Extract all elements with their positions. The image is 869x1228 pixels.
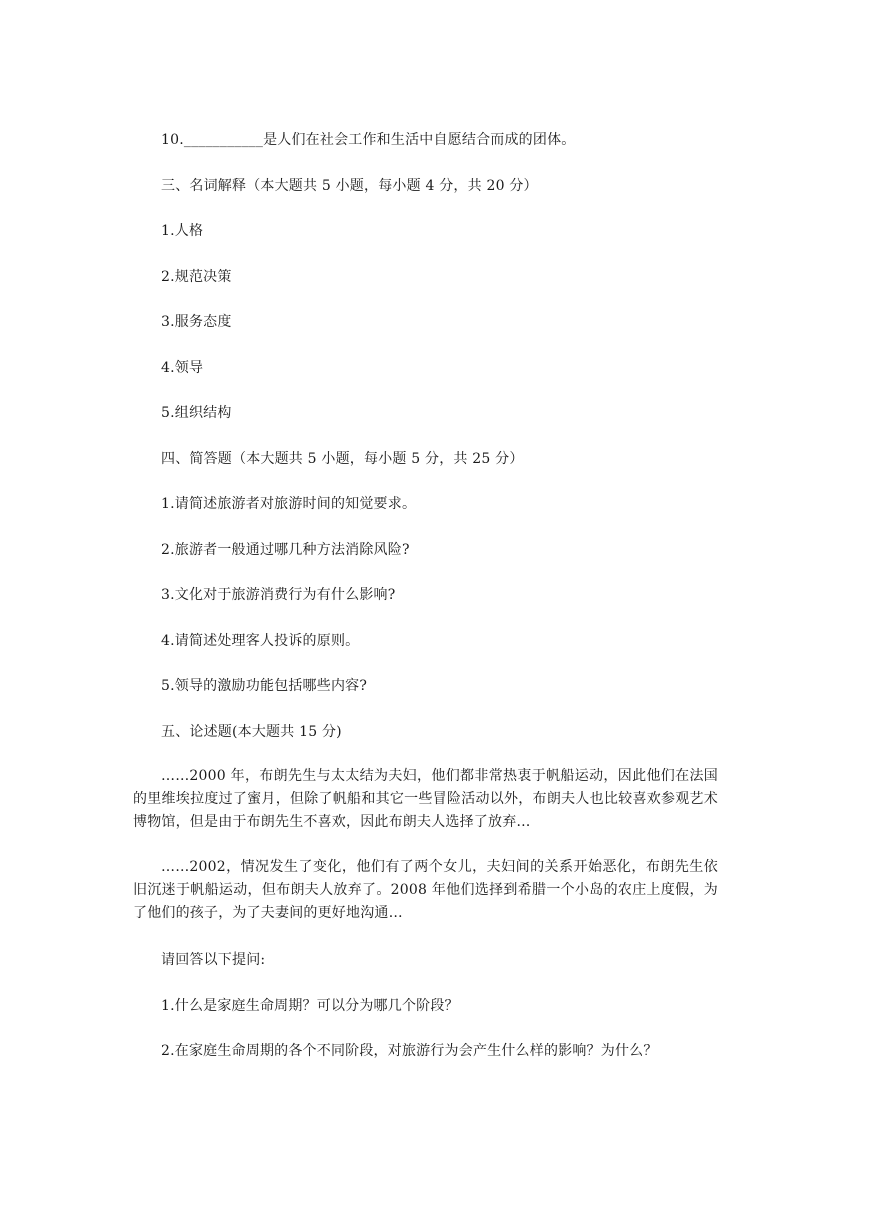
section-4-item: 4.请简述处理客人投诉的原则。: [161, 633, 360, 649]
section-5-heading: 五、论述题(本大题共 15 分): [161, 724, 342, 740]
section-4-item: 1.请简述旅游者对旅游时间的知觉要求。: [161, 496, 417, 512]
section-3-item: 1.人格: [161, 223, 204, 239]
section-3-item: 5.组织结构: [161, 405, 232, 421]
answer-prompt: 请回答以下提问:: [161, 952, 266, 968]
section-3-item: 4.领导: [161, 360, 204, 376]
essay-question: 1.什么是家庭生命周期？可以分为哪几个阶段？: [161, 998, 459, 1014]
section-3-item: 3.服务态度: [161, 314, 232, 330]
section-4-heading: 四、简答题（本大题共 5 小题，每小题 5 分，共 25 分）: [161, 451, 524, 467]
section-4-item: 3.文化对于旅游消费行为有什么影响?: [161, 587, 396, 603]
section-3-heading: 三、名词解释（本大题共 5 小题，每小题 4 分，共 20 分）: [161, 178, 538, 194]
section-4-item: 2.旅游者一般通过哪几种方法消除风险?: [161, 542, 410, 558]
case-paragraph-1: ……2000 年，布朗先生与太太结为夫妇，他们都非常热衷于帆船运动，因此他们在法国的里维埃拉度过了蜜月，但除了帆船和其它一些冒险活动以外，布朗夫人也比较喜欢参观艺术博物馆，但是由于布朗先生不喜欢，因此布朗夫人选择了放弃…: [133, 768, 718, 830]
case-paragraph-2: ……2002，情况发生了变化，他们有了两个女儿，夫妇间的关系开始恶化，布朗先生依旧沉迷于帆船运动，但布朗夫人放弃了。2008 年他们选择到希腊一个小岛的农庄上度假，为了他们的孩子，为了夫妻间的更好地沟通…: [133, 859, 718, 921]
section-4-item: 5.领导的激励功能包括哪些内容?: [161, 678, 368, 694]
question-10: 10.___________是人们在社会工作和生活中自愿结合而成的团体。: [161, 132, 576, 148]
essay-question: 2.在家庭生命周期的各个不同阶段，对旅游行为会产生什么样的影响？为什么？: [161, 1043, 658, 1059]
section-3-item: 2.规范决策: [161, 269, 232, 285]
